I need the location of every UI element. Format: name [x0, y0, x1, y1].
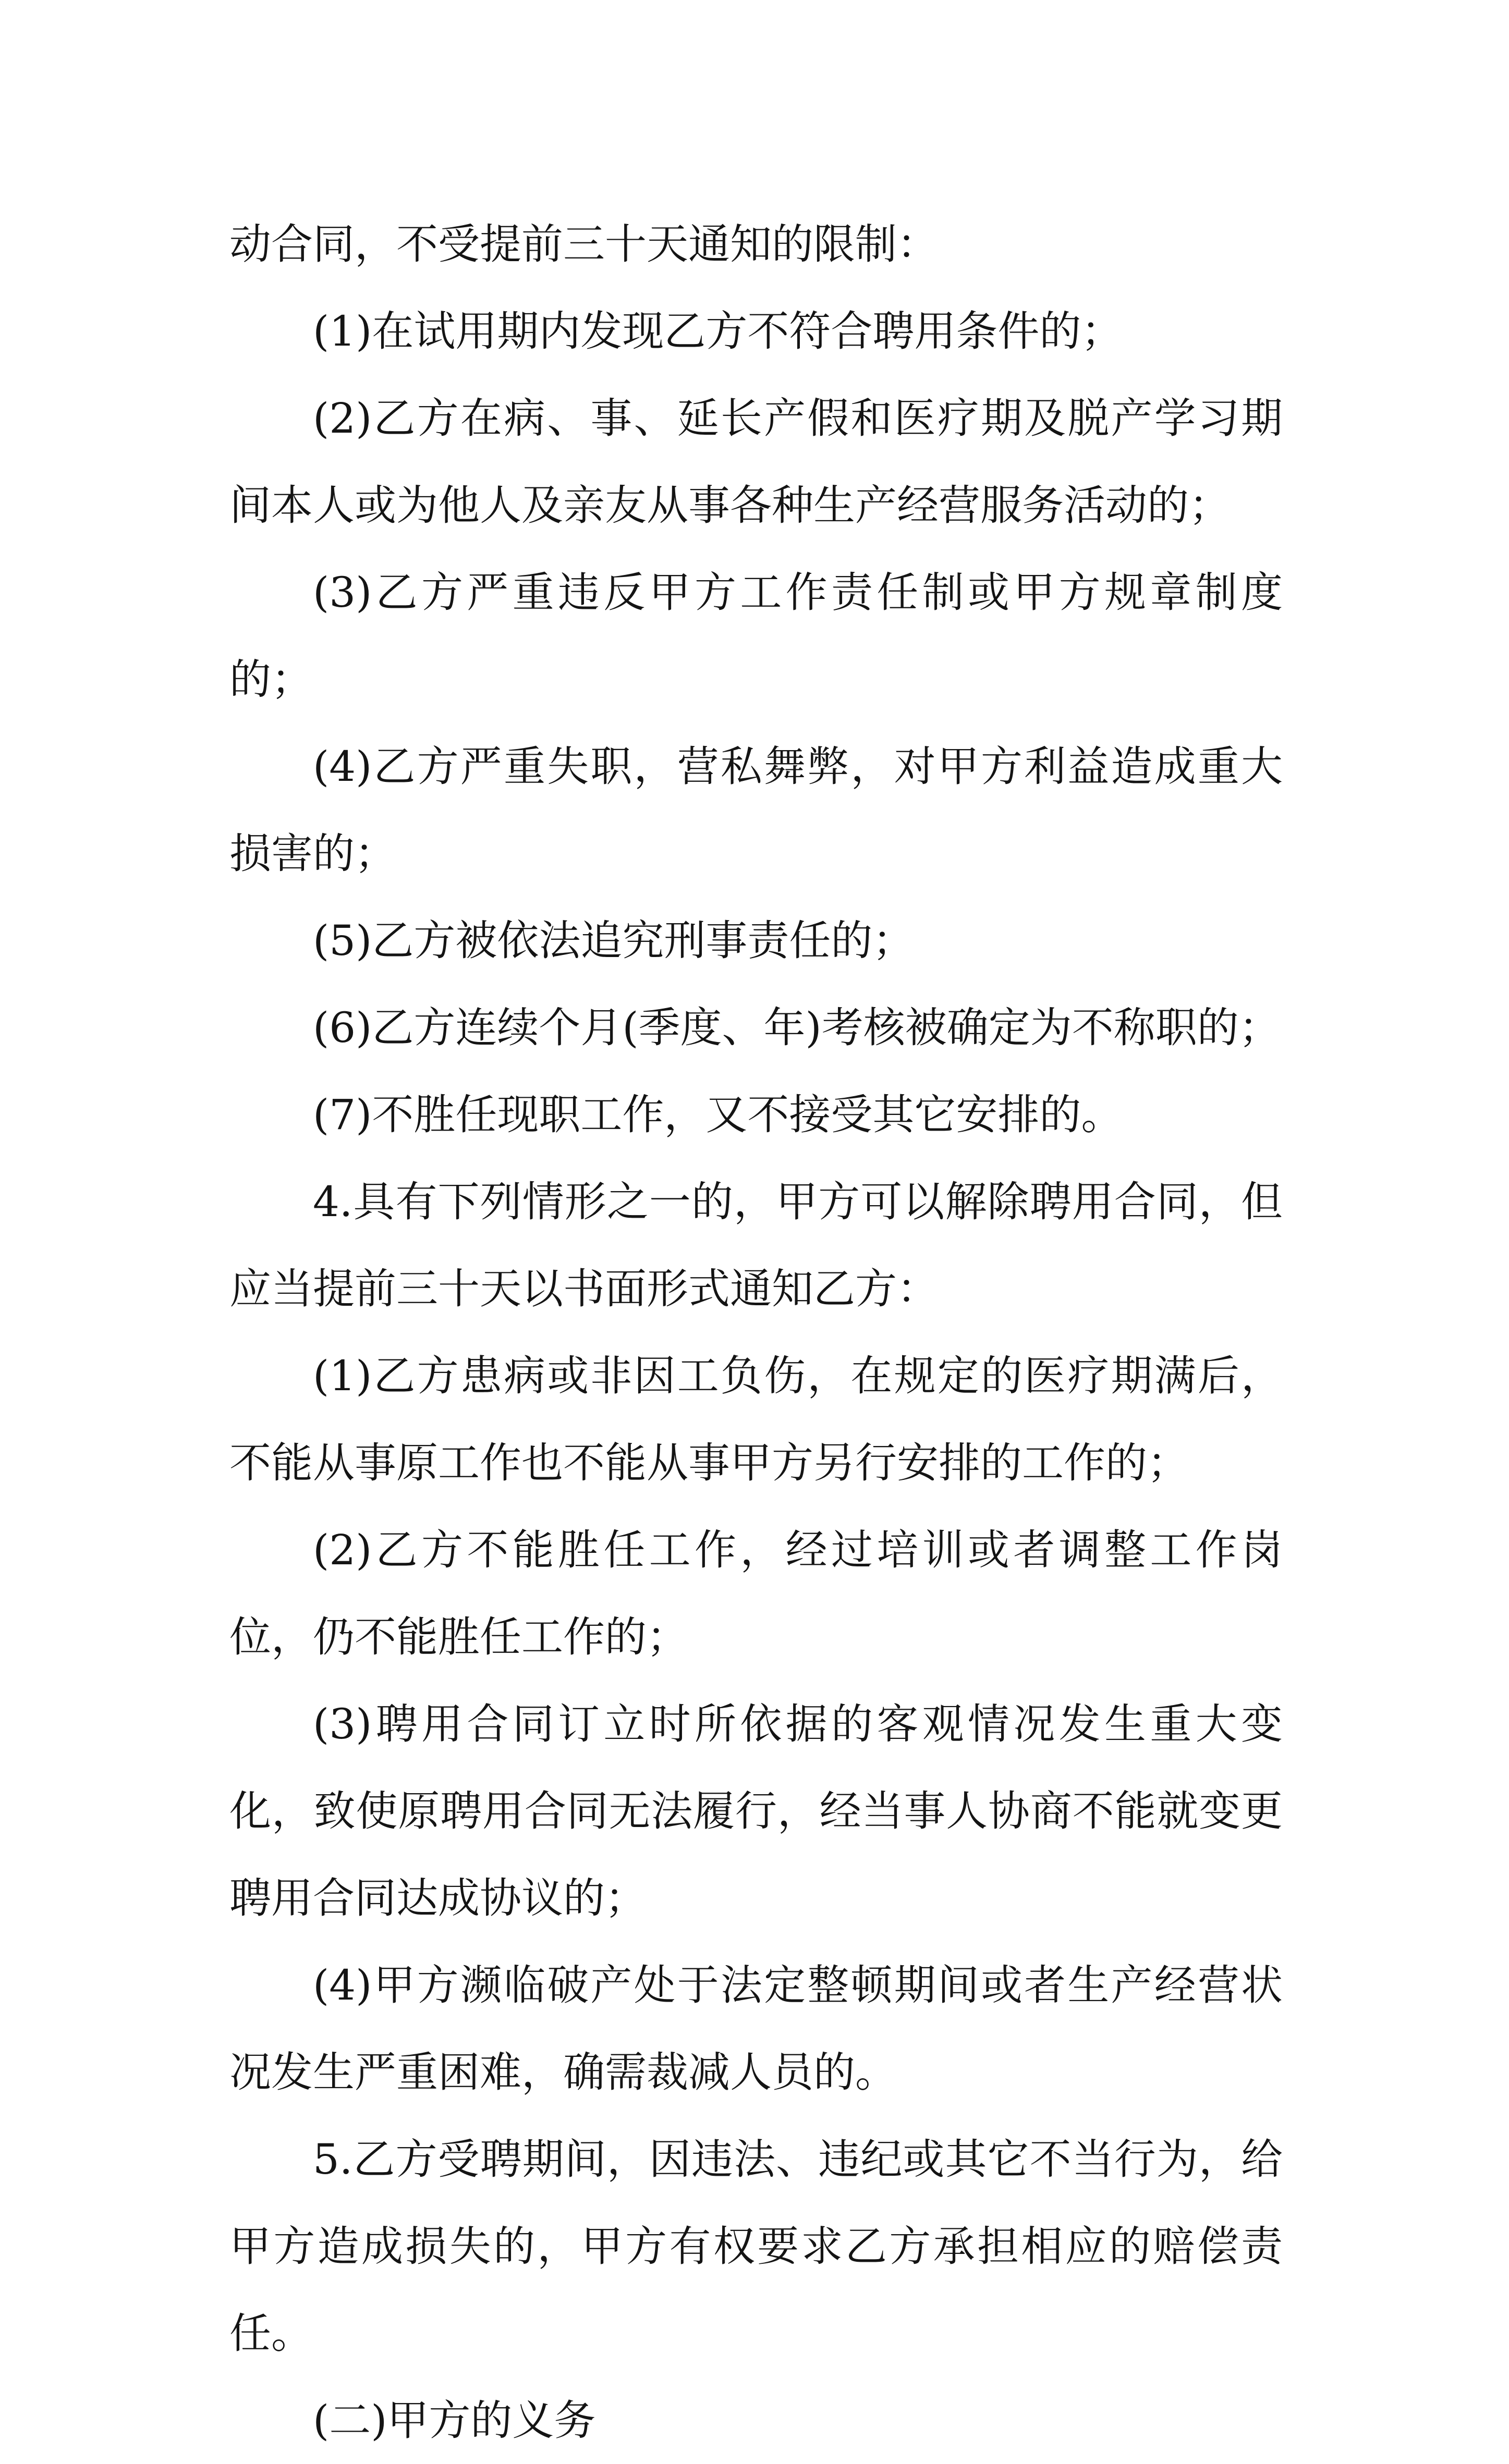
paragraph: (3)聘用合同订立时所依据的客观情况发生重大变化，致使原聘用合同无法履行，经当事人协商不能就变更聘用合同达成协议的； — [229, 1700, 1283, 1922]
section-heading: (二)甲方的义务 — [313, 2396, 596, 2445]
paragraph: (1)乙方患病或非因工负伤，在规定的医疗期满后，不能从事原工作也不能从事甲方另行安排的工作的； — [229, 1352, 1283, 1487]
paragraph: (7)不胜任现职工作，又不接受其它安排的。 — [313, 1090, 1123, 1139]
document-body — [229, 201, 1283, 2464]
paragraph: (3)乙方严重违反甲方工作责任制或甲方规章制度的； — [229, 568, 1283, 704]
paragraph: (4)甲方濒临破产处于法定整顿期间或者生产经营状况发生严重困难，确需裁减人员的。 — [229, 1961, 1283, 2097]
paragraph: (5)乙方被依法追究刑事责任的； — [313, 916, 915, 965]
paragraph: (2)乙方在病、事、延长产假和医疗期及脱产学习期间本人或为他人及亲友从事各种生产经营服务活动的； — [229, 394, 1283, 530]
paragraph: (2)乙方不能胜任工作，经过培训或者调整工作岗位，仍不能胜任工作的； — [229, 1526, 1283, 1661]
paragraph: (1)在试用期内发现乙方不符合聘用条件的； — [313, 307, 1123, 355]
paragraph: (6)乙方连续个月(季度、年)考核被确定为不称职的； — [313, 1003, 1281, 1052]
paragraph: 5.乙方受聘期间，因违法、违纪或其它不当行为，给甲方造成损失的，甲方有权要求乙方承担相应的赔偿责任。 — [229, 2135, 1283, 2358]
paragraph: (4)乙方严重失职，营私舞弊，对甲方利益造成重大损害的； — [229, 742, 1283, 878]
paragraph: 动合同，不受提前三十天通知的限制： — [229, 220, 939, 268]
paragraph: 4.具有下列情形之一的，甲方可以解除聘用合同，但应当提前三十天以书面形式通知乙方： — [229, 1178, 1283, 1313]
